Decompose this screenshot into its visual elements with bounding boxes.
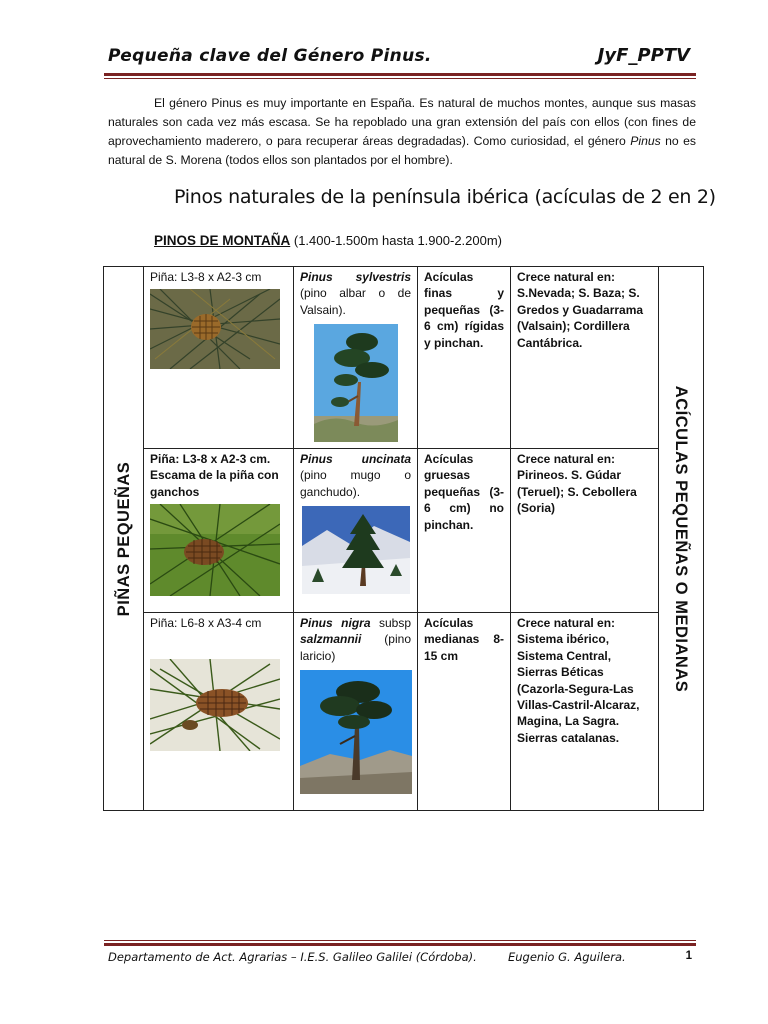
habitat-cell (511, 267, 659, 449)
habitat-cell (511, 449, 659, 613)
species-cell (294, 449, 418, 613)
intro-genus: Pinus (630, 134, 661, 148)
left-vertical-cell (104, 267, 144, 811)
section-subtitle (154, 233, 502, 248)
species-cell (294, 613, 418, 811)
table-row (104, 267, 704, 449)
tree-photo-nigra (300, 670, 412, 794)
cone-description: Piña: L3-8 x A2-3 cm (150, 270, 262, 284)
footer-rule-thin (104, 940, 696, 941)
cone-cell (144, 267, 294, 449)
subtitle-main: PINOS DE MONTAÑA (154, 233, 291, 248)
document-title: Pequeña clave del Género Pinus. (108, 46, 432, 66)
footer-author: Eugenio G. Aguilera. (508, 950, 626, 964)
species-cell (294, 267, 418, 449)
table-row (104, 613, 704, 811)
tree-photo-sylvestris (314, 324, 398, 442)
species-common: (pino mugo o ganchudo). (300, 468, 411, 499)
intro-text-1: El género Pinus es muy importante en España. Es natural de muchos montes, aunque sus masas naturales son cada vez más escasa. Se ha repoblado una gran extensión del país con ellos (con fines de aprovechamiento maderero, o para recuperar áreas degradadas). Como curiosidad, el género (108, 96, 696, 148)
right-vertical-cell (659, 267, 704, 811)
cone-description: Piña: L3-8 x A2-3 cm. Escama de la piña con ganchos (150, 452, 279, 499)
pinus-key-table (103, 266, 704, 811)
footer-rule-thick (104, 943, 696, 946)
cone-cell (144, 613, 294, 811)
species-name (300, 615, 411, 664)
page-footer (108, 950, 696, 964)
species-name (300, 269, 411, 318)
species-latin: Pinus nigra (300, 616, 371, 630)
right-vertical-label: ACÍCULAS PEQUEÑAS O MEDIANAS (672, 385, 691, 692)
intro-text-2: no es natural de S. Morena (todos ellos son plantados por el hombre). (108, 134, 697, 167)
species-name (300, 451, 411, 500)
cone-cell (144, 449, 294, 613)
habitat-description: Crece natural en: Pirineos. S. Gúdar (Teruel); S. Cebollera (Soria) (517, 452, 637, 516)
cone-photo-uncinata (150, 504, 280, 596)
subtitle-range: (1.400-1.500m hasta 1.900-2.200m) (290, 233, 503, 248)
habitat-description: Crece natural en: Sistema ibérico, Sistema Central, Sierras Béticas (Cazorla-Segura-Las Villas-Castril-Alcaraz, Magina, La Sagra. Sierras catalanas. (517, 616, 640, 745)
page-number: 1 (685, 950, 692, 962)
footer-department: Departamento de Act. Agrarias – I.E.S. Galileo Galilei (Córdoba). (108, 950, 477, 964)
needles-cell (418, 267, 511, 449)
needles-description: Acículas gruesas pequeñas (3-6 cm) no pinchan. (424, 452, 504, 532)
needles-description: Acículas medianas 8-15 cm (424, 616, 504, 663)
species-common: (pino albar o de Valsain). (300, 286, 411, 317)
species-latin: Pinus uncinata (300, 452, 411, 466)
intro-paragraph (108, 94, 696, 170)
needles-cell (418, 449, 511, 613)
species-latin: Pinus sylvestris (300, 270, 411, 284)
needles-cell (418, 613, 511, 811)
left-vertical-label: PIÑAS PEQUEÑAS (114, 461, 133, 616)
table-row (104, 449, 704, 613)
section-title: Pinos naturales de la península ibérica (acículas de 2 en 2) (174, 186, 716, 208)
header-rule-thin (104, 78, 696, 79)
habitat-description: Crece natural en: S.Nevada; S. Baza; S. Gredos y Guadarrama (Valsain); Cordillera Cantábrica. (517, 270, 644, 350)
needles-description: Acículas finas y pequeñas (3-6 cm) rígidas y pinchan. (424, 270, 504, 350)
header-rule-thick (104, 73, 696, 76)
habitat-cell (511, 613, 659, 811)
species-subspecies: salzmannii (300, 632, 362, 647)
species-common: (pino laricio) (300, 632, 411, 663)
cone-photo-nigra (150, 659, 280, 751)
tree-photo-uncinata (302, 506, 410, 594)
cone-photo-sylvestris (150, 289, 280, 369)
cone-description: Piña: L6-8 x A3-4 cm (150, 616, 262, 630)
species-subsp: subsp (370, 616, 412, 630)
document-code: JyF_PPTV (597, 45, 690, 66)
